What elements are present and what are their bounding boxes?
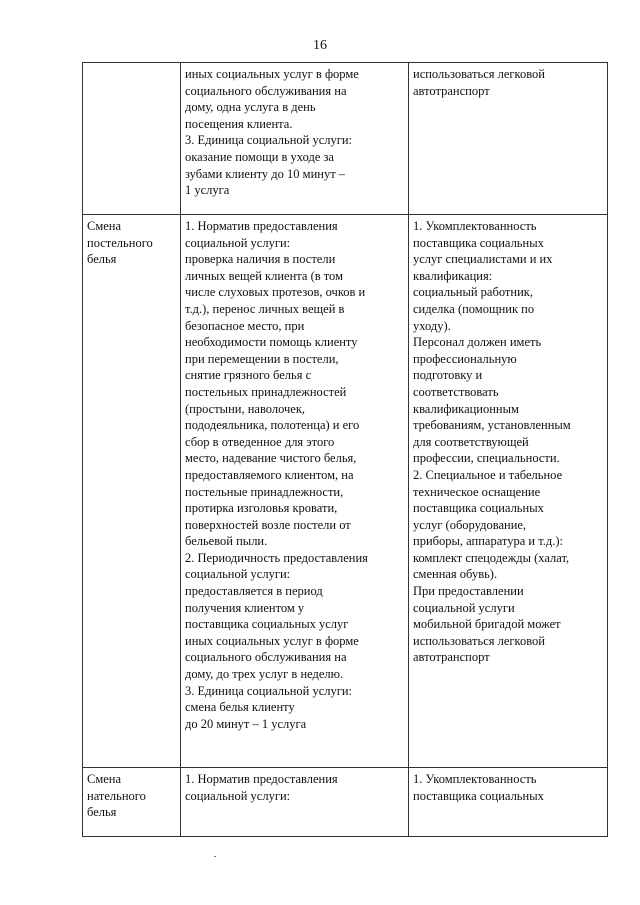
text-line: автотранспорт xyxy=(413,83,490,98)
text-line: т.д.), перенос личных вещей в xyxy=(185,301,345,316)
text-line: белья xyxy=(87,805,117,820)
text-line: 2. Периодичность предоставления xyxy=(185,550,368,565)
text-line: социального обслуживания на xyxy=(185,650,347,665)
text-line: при перемещении в постели, xyxy=(185,351,339,366)
text-line: Персонал должен иметь xyxy=(413,335,542,350)
text-line: социальной услуги: xyxy=(185,788,291,803)
text-line: протирка изголовья кровати, xyxy=(185,501,338,516)
text-line: приборы, аппаратура и т.д.): xyxy=(413,534,563,549)
text-line: поставщика социальных xyxy=(413,501,544,516)
text-line: сиделка (помощник по xyxy=(413,301,535,316)
text-line: необходимости помощь клиенту xyxy=(185,335,358,350)
text-line: техническое оснащение xyxy=(413,484,541,499)
text-line: бельевой пыли. xyxy=(185,534,268,549)
text-line: получения клиентом у xyxy=(185,600,305,615)
text-line: социального обслуживания на xyxy=(185,83,347,98)
service-standard-cell xyxy=(181,768,409,837)
text-line: сменная обувь). xyxy=(413,567,498,582)
text-line: услуг специалистами и их xyxy=(413,252,553,267)
page-number: 16 xyxy=(313,38,327,53)
table-row xyxy=(83,215,608,768)
text-line: социальной услуги xyxy=(413,600,515,615)
table-row xyxy=(83,63,608,215)
text-line: 3. Единица социальной услуги: xyxy=(185,683,353,698)
text-line: социальной услуги: xyxy=(185,567,291,582)
text-line: место, надевание чистого белья, xyxy=(185,451,357,466)
text-line: комплект спецодежды (халат, xyxy=(413,550,570,565)
text-line: 3. Единица социальной услуги: xyxy=(185,133,353,148)
text-line: квалификация: xyxy=(413,268,493,283)
text-line: числе слуховых протезов, очков и xyxy=(185,285,366,300)
text-line: поставщика социальных услуг xyxy=(185,617,349,632)
text-line: мобильной бригадой может xyxy=(413,617,561,632)
text-line: соответствовать xyxy=(413,384,499,399)
services-table xyxy=(82,62,608,837)
service-name-cell xyxy=(83,63,181,215)
text-line: услуг (оборудование, xyxy=(413,517,527,532)
text-line: 1. Норматив предоставления xyxy=(185,219,338,233)
text-line: 1. Укомплектованность xyxy=(413,772,537,786)
text-line: предоставляемого клиентом, на xyxy=(185,467,354,482)
text-line: белья xyxy=(87,252,117,267)
text-line: дому, до трех услуг в неделю. xyxy=(185,667,344,682)
service-standard-cell xyxy=(181,215,409,768)
text-line: профессии, специальности. xyxy=(413,451,560,466)
service-conditions-cell xyxy=(409,215,608,768)
text-line: иных социальных услуг в форме xyxy=(185,633,359,648)
text-line: снятие грязного белья с xyxy=(185,368,312,383)
service-conditions-cell xyxy=(409,768,608,837)
text-line: пододеяльника, полотенца) и его xyxy=(185,418,360,433)
text-line: оказание помощи в уходе за xyxy=(185,149,334,164)
text-line: требованиям, установленным xyxy=(413,418,571,433)
service-name-cell xyxy=(83,215,181,768)
text-line: иных социальных услуг в форме xyxy=(185,67,359,81)
text-line: социальной услуги: xyxy=(185,235,291,250)
service-standard-cell xyxy=(181,63,409,215)
text-line: профессиональную xyxy=(413,351,517,366)
text-line: посещения клиента. xyxy=(185,116,293,131)
text-line: сбор в отведенное для этого xyxy=(185,434,335,449)
table-row xyxy=(83,768,608,837)
text-line: использоваться легковой xyxy=(413,67,545,81)
text-line: нательного xyxy=(87,788,146,803)
service-conditions-cell xyxy=(409,63,608,215)
text-line: безопасное место, при xyxy=(185,318,305,333)
text-line: поверхностей возле постели от xyxy=(185,517,351,532)
text-line: социальный работник, xyxy=(413,285,533,300)
text-line: смена белья клиенту xyxy=(185,700,295,715)
text-line: для соответствующей xyxy=(413,434,529,449)
service-name-cell xyxy=(83,768,181,837)
text-line: Смена xyxy=(87,772,122,786)
text-line: зубами клиенту до 10 минут – xyxy=(185,166,346,181)
text-line: проверка наличия в постели xyxy=(185,252,336,267)
text-line: автотранспорт xyxy=(413,650,490,665)
text-line: квалификационным xyxy=(413,401,519,416)
text-line: постельных принадлежностей xyxy=(185,384,347,399)
text-line: постельного xyxy=(87,235,153,250)
text-line: постельные принадлежности, xyxy=(185,484,344,499)
text-line: дому, одна услуга в день xyxy=(185,100,316,115)
scan-speck xyxy=(214,856,216,857)
text-line: предоставляется в период xyxy=(185,584,323,599)
text-line: поставщика социальных xyxy=(413,788,544,803)
text-line: использоваться легковой xyxy=(413,633,545,648)
text-line: 1 услуга xyxy=(185,183,230,198)
text-line: При предоставлении xyxy=(413,584,524,599)
text-line: подготовку и xyxy=(413,368,483,383)
text-line: личных вещей клиента (в том xyxy=(185,268,343,283)
text-line: (простыни, наволочек, xyxy=(185,401,306,416)
text-line: до 20 минут – 1 услуга xyxy=(185,716,307,731)
text-line: поставщика социальных xyxy=(413,235,544,250)
text-line: уходу). xyxy=(413,318,451,333)
text-line: Смена xyxy=(87,219,122,233)
text-line: 1. Норматив предоставления xyxy=(185,772,338,786)
text-line: 1. Укомплектованность xyxy=(413,219,537,233)
text-line: 2. Специальное и табельное xyxy=(413,467,563,482)
